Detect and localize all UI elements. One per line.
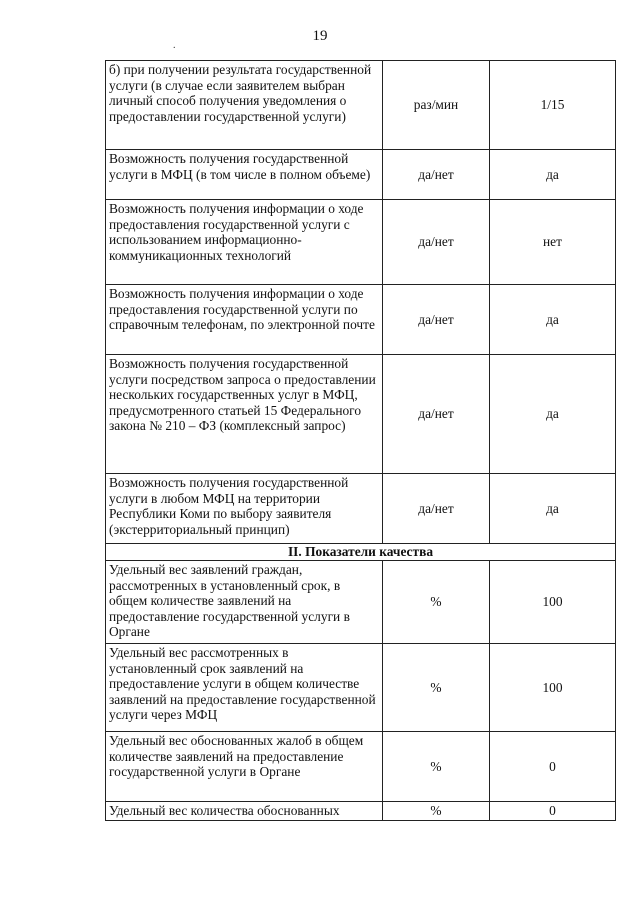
row-unit: % (383, 802, 490, 821)
row-value: 0 (490, 802, 616, 821)
row-unit: да/нет (383, 150, 490, 200)
table-row (106, 802, 616, 821)
row-value: да (490, 355, 616, 474)
row-description: Удельный вес рассмотренных в установленный срок заявлений на предоставление услуги в общем количестве заявлений на предоставление государственной услуги через МФЦ (106, 644, 383, 732)
row-description: Возможность получения государственной услуги в МФЦ (в том числе в полном объеме) (106, 150, 383, 200)
table-row (106, 561, 616, 644)
row-value: 100 (490, 644, 616, 732)
table-row (106, 644, 616, 732)
table-row (106, 474, 616, 544)
row-unit: раз/мин (383, 61, 490, 150)
table-row (106, 150, 616, 200)
row-unit: да/нет (383, 474, 490, 544)
row-value: да (490, 285, 616, 355)
section-title: II. Показатели качества (106, 544, 616, 561)
row-value: нет (490, 200, 616, 285)
section-header (106, 544, 616, 561)
row-value: 1/15 (490, 61, 616, 150)
table-row (106, 61, 616, 150)
row-unit: % (383, 732, 490, 802)
table-row (106, 200, 616, 285)
table-row (106, 285, 616, 355)
row-unit: да/нет (383, 200, 490, 285)
row-value: да (490, 150, 616, 200)
row-description: Возможность получения государственной услуги в любом МФЦ на территории Республики Коми по выбору заявителя (экстерриториальный принцип) (106, 474, 383, 544)
row-value: 0 (490, 732, 616, 802)
row-description: б) при получении результата государственной услуги (в случае если заявителем выбран личный способ получения уведомления о предоставлении государственной услуги) (106, 61, 383, 150)
row-unit: % (383, 644, 490, 732)
row-value: да (490, 474, 616, 544)
row-description: Возможность получения информации о ходе предоставления государственной услуги с использованием информационно-коммуникационных технологий (106, 200, 383, 285)
indicators-table (105, 60, 616, 821)
table-row (106, 355, 616, 474)
table-row (106, 732, 616, 802)
page-number: 19 (312, 28, 328, 44)
row-description: Удельный вес обоснованных жалоб в общем количестве заявлений на предоставление государственной услуги в Органе (106, 732, 383, 802)
row-description: Возможность получения государственной услуги посредством запроса о предоставлении нескольких государственных услуг в МФЦ, предусмотренного статьей 15 Федерального закона № 210 – ФЗ (комплексный запрос) (106, 355, 383, 474)
row-description: Возможность получения информации о ходе предоставления государственной услуги по справочным телефонам, по электронной почте (106, 285, 383, 355)
scan-mark: . (173, 40, 176, 51)
row-unit: да/нет (383, 285, 490, 355)
row-unit: % (383, 561, 490, 644)
row-description: Удельный вес количества обоснованных (106, 802, 383, 821)
row-description: Удельный вес заявлений граждан, рассмотренных в установленный срок, в общем количестве заявлений на предоставление государственной услуги в Органе (106, 561, 383, 644)
row-unit: да/нет (383, 355, 490, 474)
row-value: 100 (490, 561, 616, 644)
